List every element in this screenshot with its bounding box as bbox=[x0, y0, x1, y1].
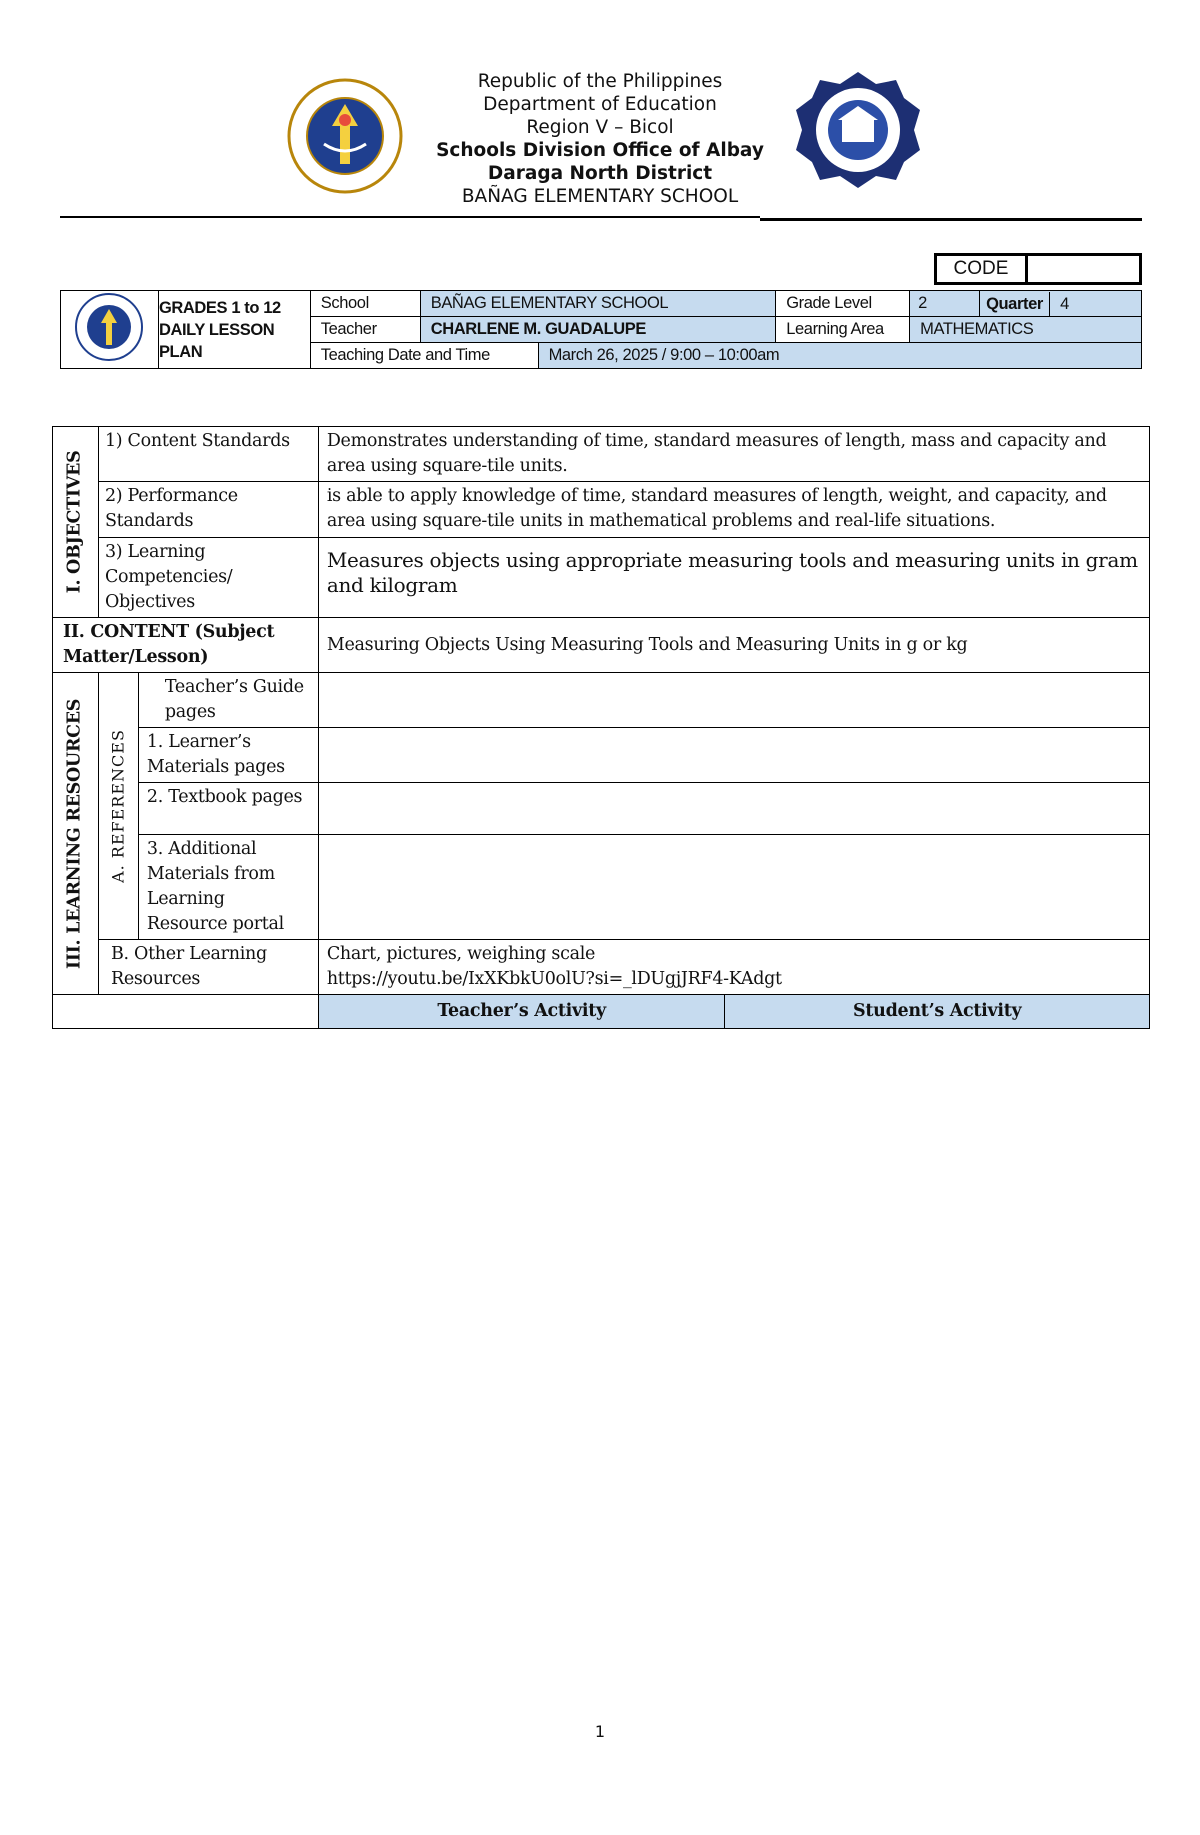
quarter-label: Quarter bbox=[980, 292, 1050, 316]
dlp-title-line: PLAN bbox=[158, 342, 203, 361]
republic-line: Republic of the Philippines bbox=[477, 71, 723, 92]
other-resources-label: B. Other Learning Resources bbox=[98, 940, 318, 995]
dlp-seal-cell bbox=[61, 291, 159, 369]
letterhead bbox=[0, 0, 1200, 230]
code-box bbox=[934, 253, 1142, 285]
teacher-value[interactable]: CHARLENE M. GUADALUPE bbox=[420, 317, 776, 343]
activity-blank-cell bbox=[53, 995, 319, 1029]
code-value[interactable] bbox=[1028, 256, 1139, 282]
dlp-title-line: DAILY LESSON bbox=[158, 320, 275, 339]
competencies-label: 3) Learning Competencies/ Objectives bbox=[98, 538, 318, 618]
quarter-cell bbox=[980, 291, 1142, 317]
dlp-title-line: GRADES 1 to 12 bbox=[158, 298, 281, 317]
other-resources-line: Chart, pictures, weighing scale bbox=[326, 944, 596, 964]
competencies-value: Measures objects using appropriate measuring tools and measuring units in gram and kilogram bbox=[318, 538, 1149, 618]
deped-small-seal-icon bbox=[69, 291, 149, 363]
area-value[interactable]: MATHEMATICS bbox=[910, 317, 1142, 343]
region-line: Region V – Bicol bbox=[526, 117, 674, 138]
school-line: BAÑAG ELEMENTARY SCHOOL bbox=[461, 186, 739, 207]
textbook-value[interactable] bbox=[318, 783, 1149, 835]
content-value: Measuring Objects Using Measuring Tools and Measuring Units in g or kg bbox=[318, 618, 1149, 673]
lesson-plan-table bbox=[52, 426, 1150, 1029]
lm-label: 1. Learner’s Materials pages bbox=[138, 728, 318, 783]
letterhead-text bbox=[380, 70, 820, 208]
district-line: Daraga North District bbox=[487, 163, 713, 184]
textbook-label: 2. Textbook pages bbox=[138, 783, 318, 835]
performance-standards-value: is able to apply knowledge of time, standard measures of length, weight, and capacity, and area using square-tile units in mathematical problems and real-life situations. bbox=[318, 482, 1149, 538]
content-standards-label: 1) Content Standards bbox=[98, 427, 318, 482]
date-value[interactable]: March 26, 2025 / 9:00 – 10:00am bbox=[538, 343, 1141, 369]
content-label: II. CONTENT (Subject Matter/Lesson) bbox=[53, 618, 319, 673]
resources-heading: III. LEARNING RESOURCES bbox=[64, 698, 85, 969]
student-activity-header: Student’s Activity bbox=[725, 995, 1150, 1029]
additional-value[interactable] bbox=[318, 835, 1149, 940]
other-resources-value bbox=[318, 940, 1149, 995]
grade-number: 2 bbox=[918, 294, 927, 312]
page-number: 1 bbox=[594, 1722, 606, 1741]
performance-standards-label: 2) Performance Standards bbox=[98, 482, 318, 538]
date-label: Teaching Date and Time bbox=[310, 343, 538, 369]
dlp-title bbox=[158, 291, 310, 369]
references-section bbox=[98, 673, 138, 940]
code-label: CODE bbox=[937, 256, 1028, 282]
area-label: Learning Area bbox=[776, 317, 910, 343]
references-heading: A. REFERENCES bbox=[108, 729, 128, 883]
video-link[interactable]: https://youtu.be/IxXKbkU0olU?si=_lDUgjJRF4-KAdgt bbox=[326, 969, 782, 989]
division-line: Schools Division Office of Albay bbox=[436, 140, 764, 161]
tg-value[interactable] bbox=[318, 673, 1149, 728]
grade-label: Grade Level bbox=[776, 291, 910, 317]
header-divider bbox=[60, 216, 760, 218]
content-standards-value: Demonstrates understanding of time, standard measures of length, mass and capacity and area using square-tile units. bbox=[318, 427, 1149, 482]
lm-value[interactable] bbox=[318, 728, 1149, 783]
objectives-heading: I. OBJECTIVES bbox=[64, 450, 85, 594]
teacher-label: Teacher bbox=[310, 317, 420, 343]
school-label: School bbox=[310, 291, 420, 317]
resources-section bbox=[53, 673, 99, 995]
department-line: Department of Education bbox=[483, 94, 717, 115]
quarter-value[interactable]: 4 bbox=[1060, 294, 1069, 313]
grade-value[interactable] bbox=[910, 291, 980, 317]
additional-label: 3. Additional Materials from Learning Resource portal bbox=[138, 835, 318, 940]
header-divider-thick bbox=[760, 218, 1142, 221]
teacher-activity-header: Teacher’s Activity bbox=[318, 995, 725, 1029]
tg-label: Teacher’s Guide pages bbox=[138, 673, 318, 728]
school-value[interactable]: BAÑAG ELEMENTARY SCHOOL bbox=[420, 291, 776, 317]
objectives-section bbox=[53, 427, 99, 618]
dlp-info-table bbox=[60, 290, 1142, 369]
